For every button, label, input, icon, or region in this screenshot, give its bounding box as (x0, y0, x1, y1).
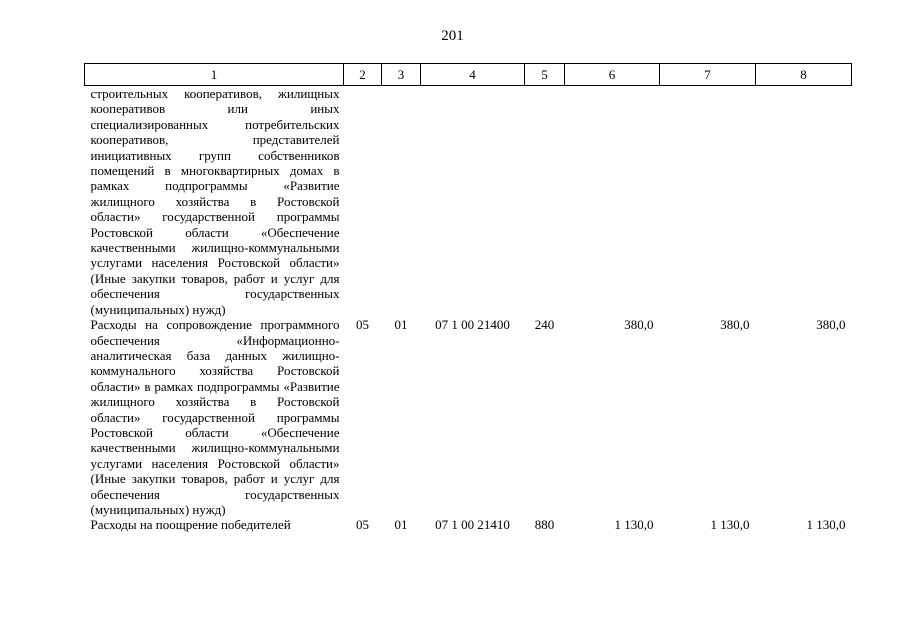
header-col-2: 2 (344, 64, 382, 86)
header-col-6: 6 (565, 64, 660, 86)
row-amount-year-1 (565, 86, 660, 318)
row-section-code (344, 86, 382, 318)
row-description: Расходы на поощрение победителей (90, 517, 291, 533)
row-amount-year-3: 380,0 (816, 317, 846, 333)
header-col-8: 8 (756, 64, 852, 86)
row-target-article-code: 07 1 00 21400 (435, 317, 510, 333)
row-amount-year-2: 1 130,0 (710, 517, 750, 533)
row-amount-year-3 (756, 86, 852, 318)
row-target-article-code (421, 86, 525, 318)
row-amount-year-2 (660, 86, 756, 318)
row-section-code: 05 (356, 517, 369, 533)
header-col-4: 4 (421, 64, 525, 86)
header-col-1: 1 (85, 64, 344, 86)
header-col-3: 3 (382, 64, 421, 86)
row-target-article-code: 07 1 00 21410 (435, 517, 510, 533)
row-amount-year-2: 380,0 (720, 317, 750, 333)
row-expense-type-code (525, 86, 565, 318)
row-amount-year-3: 1 130,0 (806, 517, 846, 533)
row-subsection-code: 01 (394, 517, 408, 533)
budget-table (84, 63, 852, 533)
column-number-header-row (85, 64, 852, 86)
page-number: 201 (441, 28, 464, 44)
row-amount-year-1: 380,0 (624, 317, 654, 333)
row-section-code: 05 (356, 317, 369, 333)
row-expense-type-code: 240 (534, 317, 555, 333)
row-expense-type-code: 880 (534, 517, 555, 533)
table-row (85, 517, 852, 532)
table-row (85, 317, 852, 517)
row-description: Расходы на сопровождение программного обеспечения «Информационно-аналитическая база данных жилищно-коммунального хозяйства Ростовской области» в рамках подпрограммы «Развитие жилищного хозяйства в Ростовской области» государственной программы Ростовской области «Обеспечение качественными жилищно-коммунальными услугами населения Ростовской области» (Иные закупки товаров, работ и услуг для обеспечения государственных (муниципальных) нужд) (90, 317, 340, 517)
header-col-5: 5 (525, 64, 565, 86)
row-subsection-code: 01 (394, 317, 408, 333)
row-subsection-code (382, 86, 421, 318)
row-description: строительных кооперативов, жилищных кооперативов или иных специализированных потребительских кооперативов, представителей инициативных групп собственников помещений в многоквартирных домах в рамках подпрограммы «Развитие жилищного хозяйства в Ростовской области» государственной программы Ростовской области «Обеспечение качественными жилищно-коммунальными услугами населения Ростовской области» (Иные закупки товаров, работ и услуг для обеспечения государственных (муниципальных) нужд) (90, 86, 340, 317)
row-amount-year-1: 1 130,0 (614, 517, 654, 533)
header-col-7: 7 (660, 64, 756, 86)
table-row (85, 86, 852, 318)
